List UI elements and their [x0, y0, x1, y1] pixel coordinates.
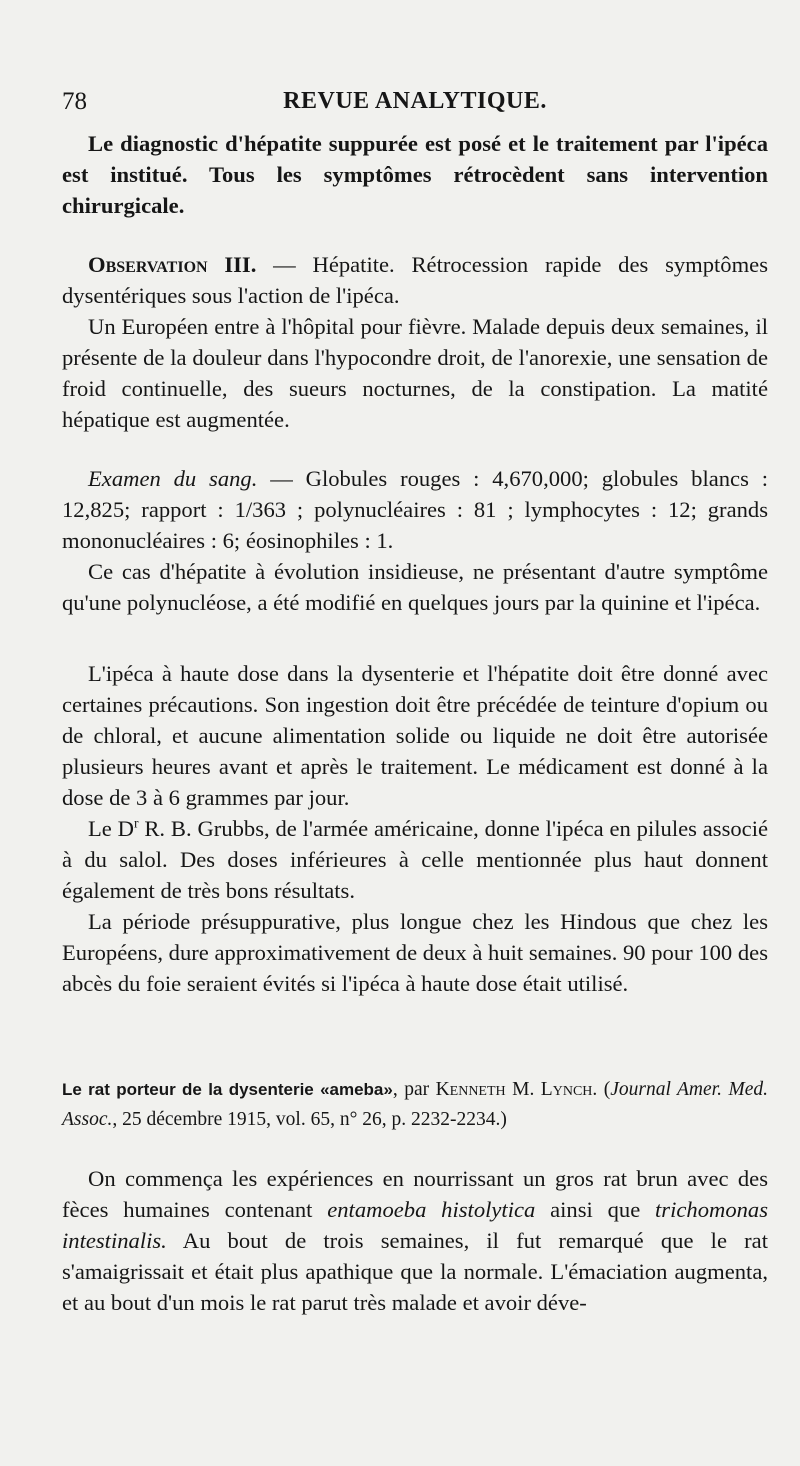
reference-journal: Journal Amer. Med. Assoc.: [62, 1079, 768, 1130]
experiments-text-2: ainsi que: [535, 1197, 656, 1222]
page-number: 78: [62, 88, 87, 115]
grubbs-sup: r: [134, 815, 139, 831]
experiments-text-1: On commença les expériences en nourrissant un gros rat brun avec des fèces humaines contenant: [62, 1166, 768, 1222]
reference-details: , 25 décembre 1915, vol. 65, n° 26, p. 2232-2234.): [112, 1109, 507, 1130]
paragraph-blood-exam: [62, 463, 768, 556]
experiments-species-1: entamoeba histolytica: [327, 1197, 536, 1222]
running-title: REVUE ANALYTIQUE.: [283, 88, 547, 114]
reference-citation: [62, 1075, 768, 1135]
paragraph-experiments: [62, 1163, 768, 1318]
paragraph-presuppurative: La période présuppurative, plus longue chez les Hindous que chez les Européens, dure approximativement de deux à huit semaines. 90 pour 100 des abcès du foie seraient évités si l'ipéca à haute dose était utilisé.: [62, 909, 768, 996]
grubbs-text: R. B. Grubbs, de l'armée américaine, donne l'ipéca en pilules associé à du salol. Des doses inférieures à celle mentionnée plus haut donnent également de très bons résultats.: [62, 816, 769, 903]
paragraph-case: Un Européen entre à l'hôpital pour fièvre. Malade depuis deux semaines, il présente de la douleur dans l'hypocondre droit, de l'anorexie, une sensation de froid continuelle, des sueurs nocturnes, de la constipation. La matité hépatique est augmentée.: [62, 314, 768, 432]
reference-title: Le rat porteur de la dysenterie «ameba»: [62, 1080, 393, 1099]
observation-title: — Hépatite. Rétrocession rapide des symptômes dysentériques sous l'action de l'ipéca.: [62, 252, 768, 308]
experiments-text-3: Au bout de trois semaines, il fut remarqué que le rat s'amaigrissait et était plus apathique que la normale. L'émaciation augmenta, et au bout d'un mois le rat parut très malade et avoir déve-: [62, 1228, 768, 1315]
observation-heading: [62, 249, 768, 311]
page-body: [62, 128, 768, 1318]
reference-by: , par: [392, 1079, 436, 1100]
paragraph-grubbs: [62, 813, 768, 906]
paragraph-diagnostic: Le diagnostic d'hépatite suppurée est posé et le traitement par l'ipéca est institué. Tous les symptômes rétrocèdent sans intervention chirurgicale.: [62, 131, 768, 218]
blood-exam-text: — Globules rouges : 4,670,000; globules blancs : 12,825; rapport : 1/363 ; polynucléaires : 81 ; lymphocytes : 12; grands mononucléaires : 6; éosinophiles : 1.: [62, 466, 768, 553]
paragraph-evolution: Ce cas d'hépatite à évolution insidieuse, ne présentant d'autre symptôme qu'une polynucléose, a été modifié en quelques jours par la quinine et l'ipéca.: [62, 559, 768, 615]
reference-author: Kenneth M. Lynch.: [435, 1079, 598, 1100]
reference-open: (: [597, 1079, 611, 1100]
page-header: [62, 88, 768, 122]
blood-exam-label: Examen du sang.: [88, 466, 258, 491]
grubbs-pre: Le D: [88, 816, 134, 841]
paragraph-precautions: L'ipéca à haute dose dans la dysenterie et l'hépatite doit être donné avec certaines précautions. Son ingestion doit être précédée de teinture d'opium ou de chloral, et aucune alimentation solide ou liquide ne doit être autorisée plusieurs heures avant et après le traitement. Le médicament est donné à la dose de 3 à 6 grammes par jour.: [62, 661, 768, 810]
observation-label: Observation III.: [88, 252, 257, 277]
experiments-species-2: trichomonas intestinalis.: [62, 1197, 768, 1253]
